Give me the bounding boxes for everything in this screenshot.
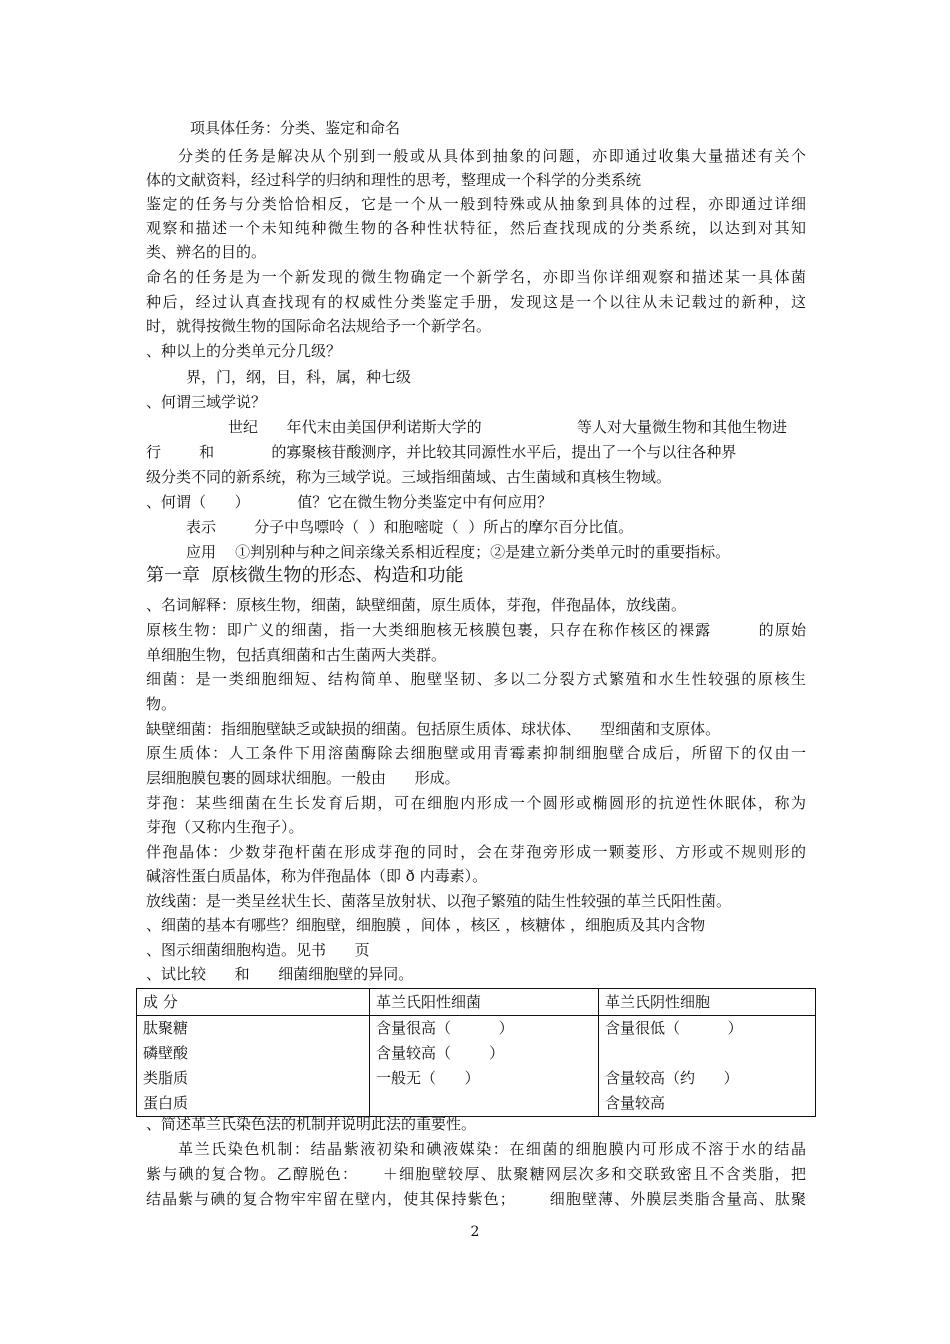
answer-gram-stain-cont: 紫与碘的复合物。乙醇脱色： ＋细胞壁较厚、肽聚糖网层次多和交联致密且不含类脂，把 (146, 1165, 806, 1183)
paragraph-naming-cont: 种后，经过认真查找现有的权威性分类鉴定手册，发现这是一个以往从未记载过的新种，这 (146, 293, 806, 311)
table-cell: 类脂质 (143, 1069, 189, 1087)
paragraph-naming: 命名的任务是为一个新发现的微生物确定一个新学名，亦即当你详细观察和描述某一具体菌 (146, 268, 806, 286)
paragraph-classification: 分类的任务是解决从个别到一般或从具体到抽象的问题，亦即通过收集大量描述有关个 (178, 147, 806, 165)
answer-three-domains-end: 级分类不同的新系统，称为三域学说。三域指细菌域、古生菌域和真核生物域。 (146, 468, 672, 486)
definition-parasporal-crystal-cont: 碱溶性蛋白质晶体，称为伴孢晶体（即 ð 内毒素）。 (146, 867, 488, 885)
question-taxonomy-levels: 、种以上的分类单元分几级？ (146, 342, 342, 360)
table-header-component: 成 分 (137, 989, 370, 1016)
definition-protoplast: 原生质体：人工条件下用溶菌酶除去细胞壁或用青霉素抑制细胞壁合成后，所留下的仅由一 (146, 744, 806, 762)
section-task-heading: 项具体任务：分类、鉴定和命名 (190, 119, 401, 137)
definition-bacteria-cont: 物。 (146, 695, 177, 713)
definition-bacteria: 细菌：是一类细胞细短、结构简单、胞壁坚韧、多以二分裂方式繁殖和水生性较强的原核生 (146, 670, 806, 688)
definition-spore-cont: 芽孢（又称内生孢子）。 (146, 818, 304, 836)
table-column-gram-negative (599, 1016, 816, 1117)
table-cell (376, 1091, 592, 1116)
answer-gram-stain: 革兰氏染色机制：结晶紫液初染和碘液媒染：在细菌的细胞膜内可形成不溶于水的结晶 (178, 1140, 806, 1158)
table-header-gram-negative: 革兰氏阴性细胞 (599, 989, 816, 1016)
question-definitions: 、名词解释：原核生物，细菌，缺壁细菌，原生质体，芽孢，伴孢晶体，放线菌。 (146, 596, 687, 614)
table-cell: 含量较高（ ） (376, 1044, 505, 1062)
table-cell: 肽聚糖 (143, 1019, 189, 1037)
table-column-components (137, 1016, 370, 1117)
table-header-gram-positive: 革兰氏阳性细菌 (370, 989, 599, 1016)
paragraph-classification-cont: 体的文献资料，经过科学的归纳和理性的思考，整理成一个科学的分类系统 (146, 171, 642, 189)
question-three-domains: 、何谓三域学说？ (146, 393, 267, 411)
definition-actinomycete: 放线菌：是一类呈丝状生长、菌落呈放射状、以孢子繁殖的陆生性较强的革兰氏阳性菌。 (146, 892, 732, 910)
table-cell: 一般无（ ） (376, 1069, 480, 1087)
definition-spore: 芽孢：某些细菌在生长发育后期，可在细胞内形成一个圆形或椭圆形的抗逆性休眠体，称为 (146, 794, 806, 812)
question-cell-diagram: 、图示细菌细胞构造。见书 页 (146, 941, 370, 959)
page-number: 2 (470, 1224, 480, 1240)
definition-cell-wall-deficient: 缺壁细菌：指细胞壁缺乏或缺损的细菌。包括原生质体、球状体、 型细菌和支原体。 (146, 720, 721, 738)
paragraph-identification-end: 类、辨名的目的。 (146, 243, 267, 261)
table-body (137, 1016, 816, 1117)
paragraph-identification-cont: 观察和描述一个未知纯种微生物的各种性状特征，然后查找现成的分类系统，以达到对其知 (146, 219, 806, 237)
paragraph-identification: 鉴定的任务与分类恰恰相反，它是一个从一般到特殊或从抽象到具体的过程，亦即通过详细 (146, 195, 806, 213)
table-cell: 蛋白质 (143, 1094, 189, 1112)
paragraph-naming-end: 时，就得按微生物的国际命名法规给予一个新学名。 (146, 317, 492, 335)
answer-taxonomy-levels: 界，门，纲，目，科，属，种七级 (186, 368, 412, 386)
definition-prokaryote: 原核生物：即广义的细菌，指一大类细胞核无核膜包裹，只存在称作核区的裸露 的原始 (146, 621, 806, 639)
cell-wall-comparison-table (136, 988, 816, 1117)
table-cell: 含量较高（约 ） (605, 1069, 739, 1087)
question-gc-value: 、何谓（ ） 值？它在微生物分类鉴定中有何应用？ (146, 493, 553, 511)
chapter-title: 第一章 原核微生物的形态、构造和功能 (146, 565, 464, 586)
table-cell: 含量很高（ ） (376, 1019, 514, 1037)
definition-protoplast-cont: 层细胞膜包裹的圆球状细胞。一般由 形成。 (146, 769, 460, 787)
definition-prokaryote-cont: 单细胞生物，包括真细菌和古生菌两大类群。 (146, 646, 447, 664)
table-cell: 磷壁酸 (143, 1044, 189, 1062)
answer-three-domains-cont: 行 和 的寡聚核苷酸测序，并比较其同源性水平后，提出了一个与以往各种界 (146, 443, 737, 461)
answer-three-domains: 世纪 年代末由美国伊利诺斯大学的 等人对大量微生物和其他生物进 (228, 418, 787, 436)
answer-gram-stain-cont-2: 结晶紫与碘的复合物牢牢留在壁内，使其保持紫色； 细胞壁薄、外膜层类脂含量高、肽聚 (146, 1190, 806, 1208)
question-cell-wall-compare: 、试比较 和 细菌细胞壁的异同。 (146, 965, 414, 983)
table-cell (605, 1041, 809, 1066)
table-column-gram-positive (370, 1016, 599, 1117)
definition-parasporal-crystal: 伴孢晶体：少数芽孢杆菌在形成芽孢的同时，会在芽孢旁形成一颗菱形、方形或不规则形的 (146, 843, 806, 861)
table-header-row (137, 989, 816, 1016)
table-cell: 含量很低（ ） (605, 1019, 743, 1037)
answer-gc-meaning: 表示 分子中鸟嘌呤（ ）和胞嘧啶（ ）所占的摩尔百分比值。 (186, 518, 634, 536)
question-gram-stain: 、简述革兰氏染色法的机制并说明此法的重要性。 (146, 1115, 477, 1133)
answer-gc-application: 应用 ①判别种与种之间亲缘关系相近程度；②是建立新分类单元时的重要指标。 (186, 543, 731, 561)
question-basic-structures: 、细菌的基本有哪些？细胞壁，细胞膜 ，间体 ，核区 ，核糖体 ，细胞质及其内含物 (146, 916, 706, 934)
table-cell: 含量较高 (605, 1094, 666, 1112)
